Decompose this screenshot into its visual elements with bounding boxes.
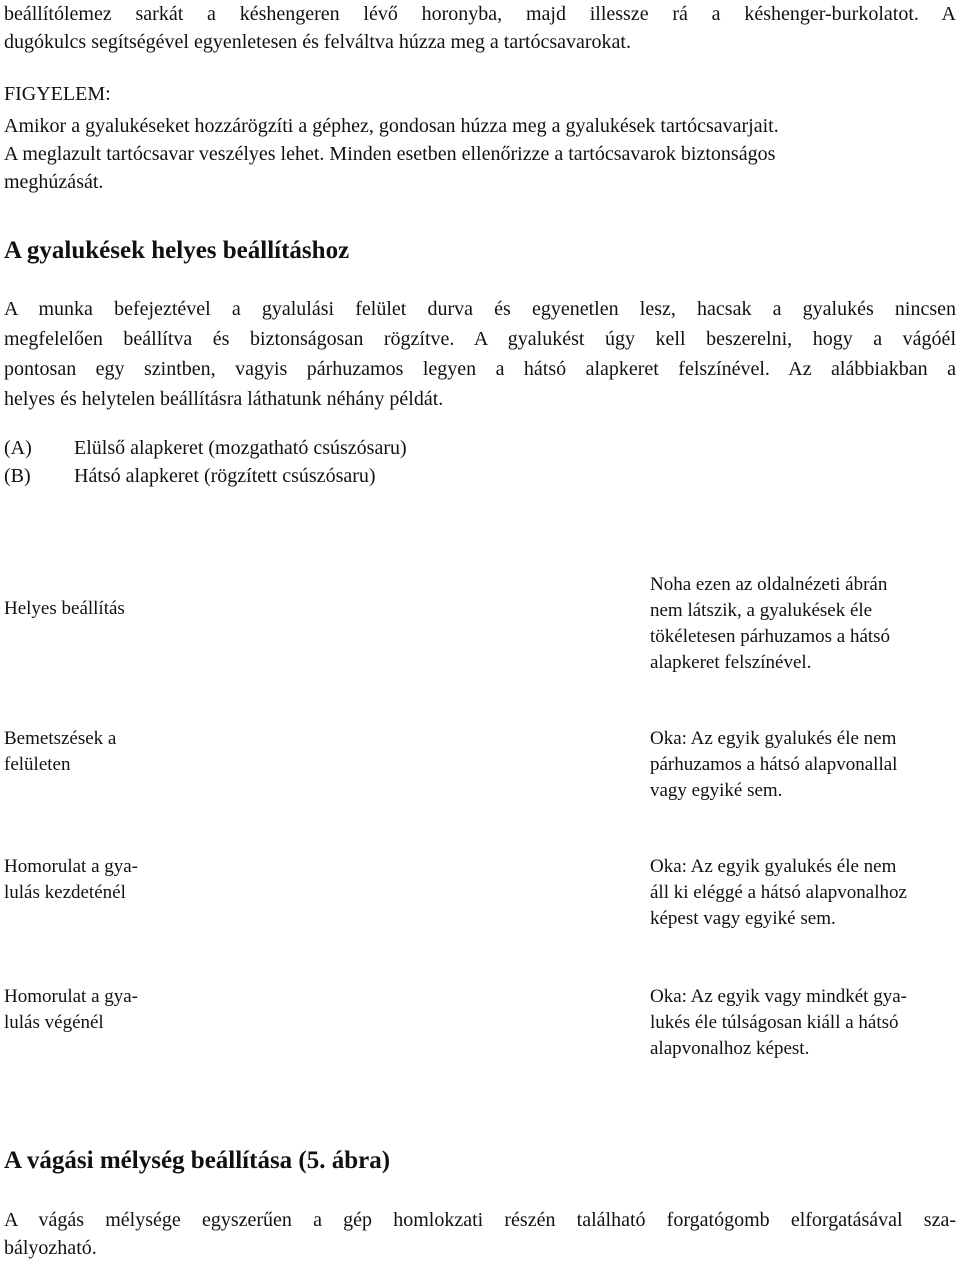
legend-text: Elülső alapkeret (mozgatható csúszósaru) — [74, 437, 407, 459]
section1-line: helyes és helytelen beállításra láthatunk néhány példát. — [4, 388, 444, 410]
description-line: Oka: Az egyik vagy mindkét gya- — [650, 986, 907, 1007]
description-line: Noha ezen az oldalnézeti ábrán — [650, 574, 888, 595]
intro-line: dugókulcs segítségével egyenletesen és felváltva húzza meg a tartócsavarokat. — [4, 31, 631, 53]
figure-description — [650, 726, 897, 804]
figure-caption — [4, 726, 116, 778]
description-line: párhuzamos a hátsó alapvonallal — [650, 754, 898, 775]
description-line: Oka: Az egyik gyalukés éle nem — [650, 856, 897, 877]
legend-key: (A) — [4, 437, 32, 459]
warning-line: Amikor a gyalukéseket hozzárögzíti a géphez, gondosan húzza meg a gyalukések tartócsavarjait. — [4, 115, 779, 137]
section2-line: A vágás mélysége egyszerűen a gép homlokzati részén található forgatógomb elforgatásával sza- — [4, 1209, 956, 1231]
warning-block — [4, 80, 956, 196]
legend-item — [4, 434, 407, 462]
caption-line: lulás végénél — [4, 1012, 104, 1033]
section-heading: A vágási mélység beállítása (5. ábra) — [4, 1147, 391, 1174]
caption-line: Homorulat a gya- — [4, 856, 139, 877]
description-line: alapvonalhoz képest. — [650, 1038, 810, 1059]
description-line: tökéletesen párhuzamos a hátsó — [650, 626, 891, 647]
description-line: lukés éle túlságosan kiáll a hátsó — [650, 1012, 899, 1033]
figure-caption — [4, 596, 125, 622]
description-line: Oka: Az egyik gyalukés éle nem — [650, 728, 897, 749]
caption-line: felületen — [4, 754, 71, 775]
caption-line: Helyes beállítás — [4, 598, 125, 619]
section2-paragraph — [4, 1206, 956, 1262]
legend-text: Hátsó alapkeret (rögzített csúszósaru) — [74, 465, 376, 487]
intro-line: beállítólemez sarkát a késhengeren lévő horonyba, majd illessze rá a késhenger-burkolatot. A — [4, 3, 956, 25]
description-line: áll ki eléggé a hátsó alapvonalhoz — [650, 882, 907, 903]
caption-line: Homorulat a gya- — [4, 986, 139, 1007]
figure-description — [650, 984, 907, 1062]
figure-description — [650, 854, 907, 932]
intro-paragraph — [4, 0, 956, 56]
warning-line: meghúzását. — [4, 171, 104, 193]
section1-line: A munka befejeztével a gyalulási felület durva és egyenetlen lesz, hacsak a gyalukés nincsen — [4, 298, 956, 320]
legend-key: (B) — [4, 465, 31, 487]
description-line: képest vagy egyiké sem. — [650, 908, 836, 929]
section1-line: megfelelően beállítva és biztonságosan rögzítve. A gyalukést úgy kell beszerelni, hogy a vágóél — [4, 328, 956, 350]
legend-item — [4, 462, 407, 490]
warning-label: FIGYELEM: — [4, 83, 111, 105]
description-line: nem látszik, a gyalukések éle — [650, 600, 873, 621]
caption-line: Bemetszések a — [4, 728, 117, 749]
section-heading: A gyalukések helyes beállításhoz — [4, 237, 350, 264]
description-line: alapkeret felszínével. — [650, 652, 812, 673]
figure-description — [650, 572, 890, 676]
caption-line: lulás kezdeténél — [4, 882, 126, 903]
figure-caption — [4, 984, 138, 1036]
section2-line: bályozható. — [4, 1237, 97, 1259]
legend — [4, 434, 407, 490]
warning-line: A meglazult tartócsavar veszélyes lehet. Minden esetben ellenőrizze a tartócsavarok biztonságos — [4, 143, 776, 165]
figure-caption — [4, 854, 138, 906]
description-line: vagy egyiké sem. — [650, 780, 783, 801]
section1-paragraph — [4, 294, 956, 414]
section1-line: pontosan egy szintben, vagyis párhuzamos legyen a hátsó alapkeret felszínével. Az alábbiakban a — [4, 358, 956, 380]
